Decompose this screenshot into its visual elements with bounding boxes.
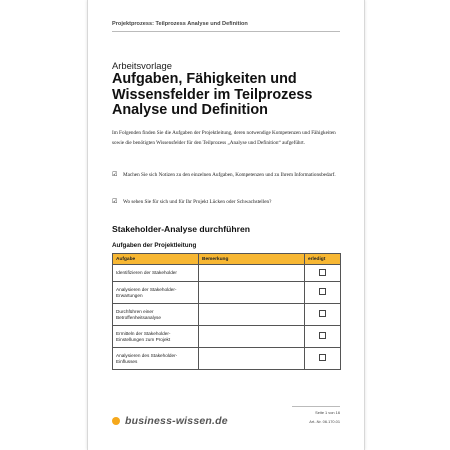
intro-paragraph: Im Folgenden finden Sie die Aufgaben der Projektleitung, deren notwendige Kompetenzen und Fähigkeiten sowie die benötigten Wissensfelder für den Teilprozess „Analyse und Definition“ aufgeführt. <box>112 130 336 146</box>
task-cell: Ermitteln der Stakeholder-Einstellungen zum Projekt <box>113 326 199 348</box>
running-header: Projektprozess: Teilprozess Analyse und Definition <box>112 21 340 32</box>
checkbox-checked-icon: ☑ <box>112 171 118 178</box>
article-number: Art.-Nr. 06.170.01 <box>309 419 340 424</box>
checklist-item-text: Machen Sie sich Notizen zu den einzelnen Aufgaben, Kompetenzen und zu Ihrem Informationsbedarf. <box>123 172 336 178</box>
done-cell <box>305 326 341 348</box>
footer-divider <box>292 406 340 407</box>
document-page <box>87 0 365 450</box>
brand-logo <box>112 415 228 427</box>
table-header-row <box>113 254 341 265</box>
note-cell[interactable] <box>199 348 305 370</box>
checklist-item-text: Wo sehen Sie für sich und für Ihr Projekt Lücken oder Schwachstellen? <box>123 199 272 205</box>
logo-wordmark: business-wissen.de <box>125 415 228 427</box>
done-checkbox[interactable] <box>319 332 326 339</box>
done-checkbox[interactable] <box>319 269 326 276</box>
done-cell <box>305 348 341 370</box>
done-checkbox[interactable] <box>319 288 326 295</box>
task-cell: Identifizieren der Stakeholder <box>113 265 199 282</box>
subsection-title: Aufgaben der Projektleitung <box>112 242 197 249</box>
checklist-item <box>112 197 340 207</box>
document-title: Aufgaben, Fähigkeiten und Wissensfelder im Teilprozess Analyse und Definition <box>112 71 313 118</box>
done-checkbox[interactable] <box>319 310 326 317</box>
done-cell <box>305 304 341 326</box>
table-row <box>113 348 341 370</box>
note-cell[interactable] <box>199 282 305 304</box>
table-row <box>113 282 341 304</box>
column-header-task: Aufgabe <box>113 254 199 265</box>
note-cell[interactable] <box>199 326 305 348</box>
table-row <box>113 326 341 348</box>
task-table <box>112 253 341 370</box>
done-cell <box>305 282 341 304</box>
checkbox-checked-icon: ☑ <box>112 198 118 205</box>
column-header-done: erledigt <box>305 254 341 265</box>
task-cell: Analysieren des Stakeholder-Einflusses <box>113 348 199 370</box>
page-number: Seite 1 von 16 <box>315 410 340 415</box>
task-cell: Durchführen einer Betroffenheitsanalyse <box>113 304 199 326</box>
done-cell <box>305 265 341 282</box>
table-row <box>113 265 341 282</box>
column-header-note: Bemerkung <box>199 254 305 265</box>
note-cell[interactable] <box>199 304 305 326</box>
checklist-item <box>112 170 340 180</box>
logo-dot-icon <box>112 417 120 425</box>
document-kicker: Arbeitsvorlage <box>112 60 172 71</box>
note-cell[interactable] <box>199 265 305 282</box>
done-checkbox[interactable] <box>319 354 326 361</box>
task-cell: Analysieren der Stakeholder-Erwartungen <box>113 282 199 304</box>
table-row <box>113 304 341 326</box>
section-title: Stakeholder-Analyse durchführen <box>112 224 251 234</box>
